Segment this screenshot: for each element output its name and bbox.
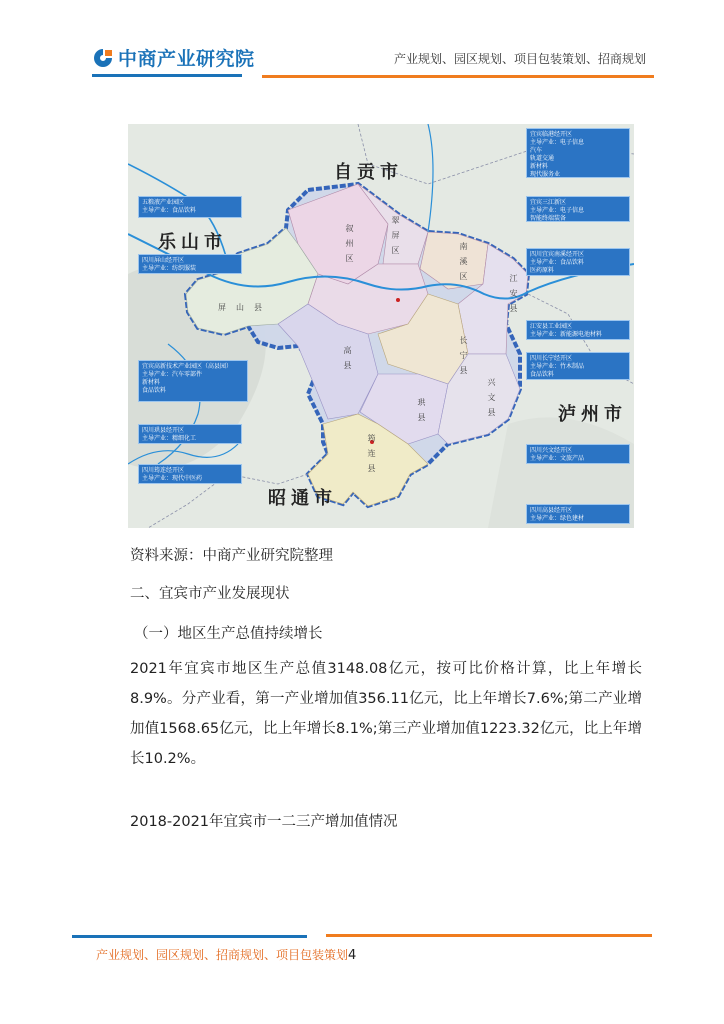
page-number: 4 bbox=[348, 948, 357, 963]
park-box-wuliangye: 五粮液产业园区 主导产业：食品饮料 bbox=[138, 196, 242, 218]
park-box-jiangan: 江安县工业园区 主导产业：新能源电池材料 bbox=[526, 320, 630, 340]
park-box-junlian: 四川筠连经开区 主导产业：现代中医药 bbox=[138, 464, 242, 484]
park-box-changning: 四川长宁经开区 主导产业：竹木制品 食品饮料 bbox=[526, 352, 630, 380]
header-tagline: 产业规划、园区规划、项目包装策划、招商规划 bbox=[393, 52, 646, 66]
header-divider-blue bbox=[92, 74, 242, 77]
park-box-xingwen: 四川兴文经开区 主导产业：文旅产品 bbox=[526, 444, 630, 464]
county-label-gongxian: 珙县 bbox=[417, 398, 426, 428]
city-label-leshan: 乐山市 bbox=[158, 232, 227, 253]
logo-icon bbox=[92, 47, 114, 69]
park-box-gaoxian-2: 四川高县经开区 主导产业：绿色建材 bbox=[526, 504, 630, 524]
county-label-changning: 长宁县 bbox=[459, 336, 468, 381]
city-label-zhaotong: 昭通市 bbox=[268, 488, 337, 509]
county-label-cuiping: 翠屏区 bbox=[391, 216, 400, 261]
footer-divider-blue bbox=[72, 935, 307, 938]
footer-divider-orange bbox=[326, 934, 652, 937]
header-divider-orange bbox=[262, 75, 654, 78]
page-header bbox=[0, 0, 724, 82]
park-box-nanxi: 四川宜宾南溪经开区 主导产业：食品饮料 医药原料 bbox=[526, 248, 630, 276]
gdp-paragraph: 2021年宜宾市地区生产总值3148.08亿元，按可比价格计算，比上年增长8.9%。分产业看，第一产业增加值356.11亿元，比上年增长7.6%;第二产业增加值1568.65亿元，比上年增长8.1%;第三产业增加值1223.32亿元，比上年增长10.2%。 bbox=[130, 661, 642, 767]
park-box-sanjiang: 宜宾三江新区 主导产业：电子信息 智能终端装备 bbox=[526, 196, 630, 222]
city-label-luzhou: 泸州市 bbox=[558, 404, 627, 425]
county-label-jiangan: 江安县 bbox=[509, 274, 518, 319]
section-heading: 二、宜宾市产业发展现状 bbox=[130, 586, 290, 602]
park-box-lingang: 宜宾临港经开区 主导产业：电子信息 汽车 轨道交通 新材料 现代服务业 bbox=[526, 128, 630, 178]
footer-tagline: 产业规划、园区规划、招商规划、项目包装策划 bbox=[96, 948, 349, 962]
sub-heading: （一）地区生产总值持续增长 bbox=[134, 626, 323, 642]
logo-text: 中商产业研究院 bbox=[118, 48, 255, 70]
county-label-xuzhou: 叙州区 bbox=[345, 224, 354, 269]
park-box-gongxian: 四川珙县经开区 主导产业：精细化工 bbox=[138, 424, 242, 444]
county-label-xingwen: 兴文县 bbox=[487, 378, 496, 423]
county-label-gaoxian: 高县 bbox=[343, 346, 352, 376]
park-box-gaoxian: 宜宾高新技术产业园区（高县园） 主导产业：汽车零部件 新材料 食品饮料 bbox=[138, 360, 248, 402]
county-label-pingshan: 屏山县 bbox=[218, 303, 272, 312]
page-footer bbox=[96, 946, 356, 963]
city-label-zigong: 自贡市 bbox=[334, 162, 403, 183]
park-box-pingshan: 四川屏山经开区 主导产业：纺织服装 bbox=[138, 254, 242, 274]
source-note: 资料来源：中商产业研究院整理 bbox=[130, 548, 333, 564]
yibin-industrial-park-map bbox=[128, 124, 634, 528]
logo bbox=[92, 44, 255, 71]
county-label-junlian: 筠连县 bbox=[367, 434, 376, 479]
county-label-nanxi: 南溪区 bbox=[459, 242, 468, 287]
chart-caption: 2018-2021年宜宾市一二三产增加值情况 bbox=[130, 814, 398, 830]
